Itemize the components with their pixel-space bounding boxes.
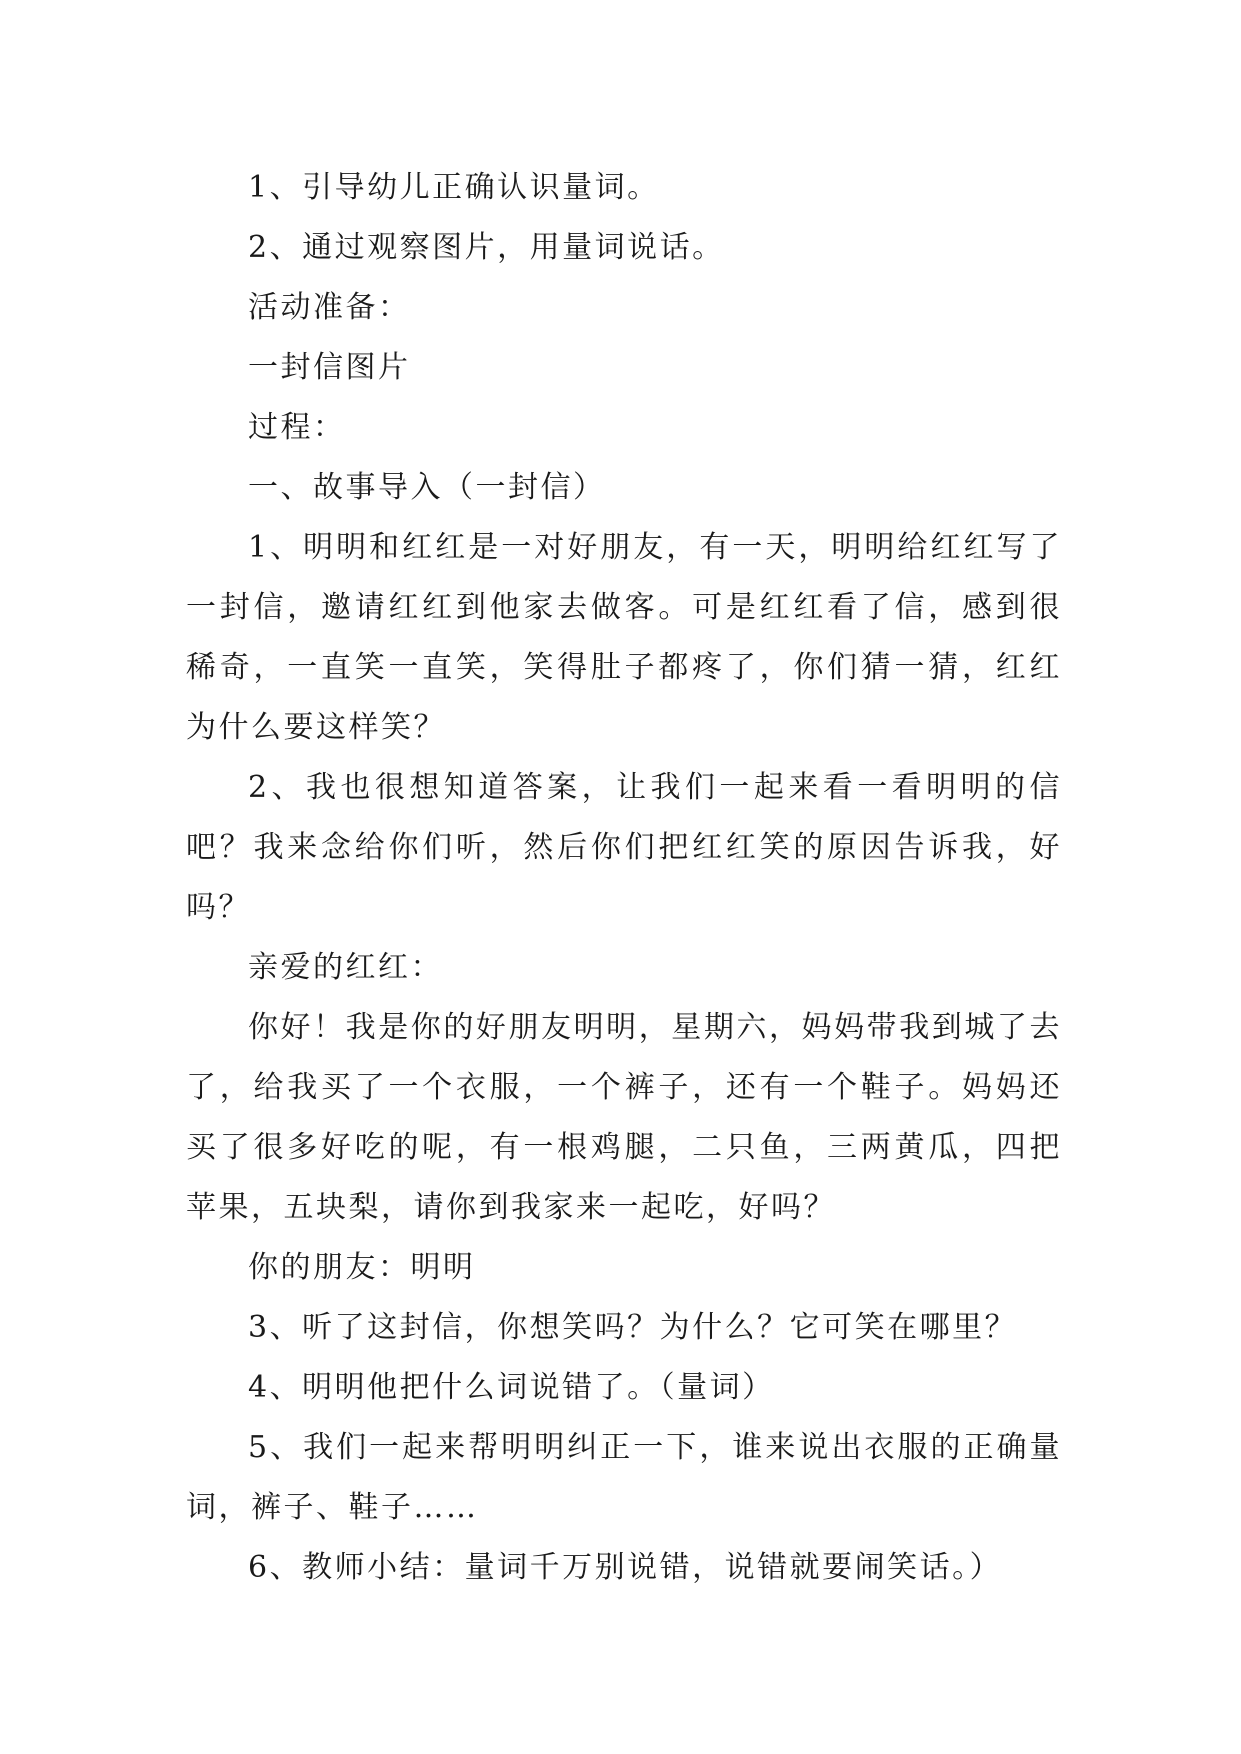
heading-story-intro: 一、故事导入（一封信） (248, 470, 606, 505)
letter-salutation: 亲爱的红红： (248, 950, 443, 985)
letter-body: 你好！我是你的好朋友明明，星期六，妈妈带我到城了去了，给我买了一个衣服，一个裤子，还有一个鞋子。妈妈还买了很多好吃的呢，有一根鸡腿，二只鱼，三两黄瓜，四把苹果，五块梨，请你到我家来一起吃，好吗？ (186, 1010, 1062, 1225)
paragraph-step-6: 6、教师小结：量词千万别说错，说错就要闹笑话。） (248, 1550, 1003, 1585)
paragraph-step-3: 3、听了这封信，你想笑吗？为什么？它可笑在哪里？ (248, 1310, 1018, 1345)
paragraph-step-2: 2、我也很想知道答案，让我们一起来看一看明明的信吧？我来念给你们听，然后你们把红红笑的原因告诉我，好吗？ (186, 770, 1062, 925)
paragraph-step-5: 5、我们一起来帮明明纠正一下，谁来说出衣服的正确量词，裤子、鞋子…… (186, 1430, 1062, 1525)
paragraph-step-4: 4、明明他把什么词说错了。（量词） (248, 1370, 775, 1405)
document-body (186, 158, 1062, 1598)
paragraph-materials: 一封信图片 (248, 350, 411, 385)
paragraph-goal-2: 2、通过观察图片，用量词说话。 (248, 230, 725, 265)
letter-signature: 你的朋友：明明 (248, 1250, 476, 1285)
paragraph-goal-1: 1、引导幼儿正确认识量词。 (248, 170, 660, 205)
heading-process: 过程： (248, 410, 346, 445)
paragraph-step-1: 1、明明和红红是一对好朋友，有一天，明明给红红写了一封信，邀请红红到他家去做客。可是红红看了信，感到很稀奇，一直笑一直笑，笑得肚子都疼了，你们猜一猜，红红为什么要这样笑？ (186, 530, 1062, 745)
heading-preparation: 活动准备： (248, 290, 411, 325)
